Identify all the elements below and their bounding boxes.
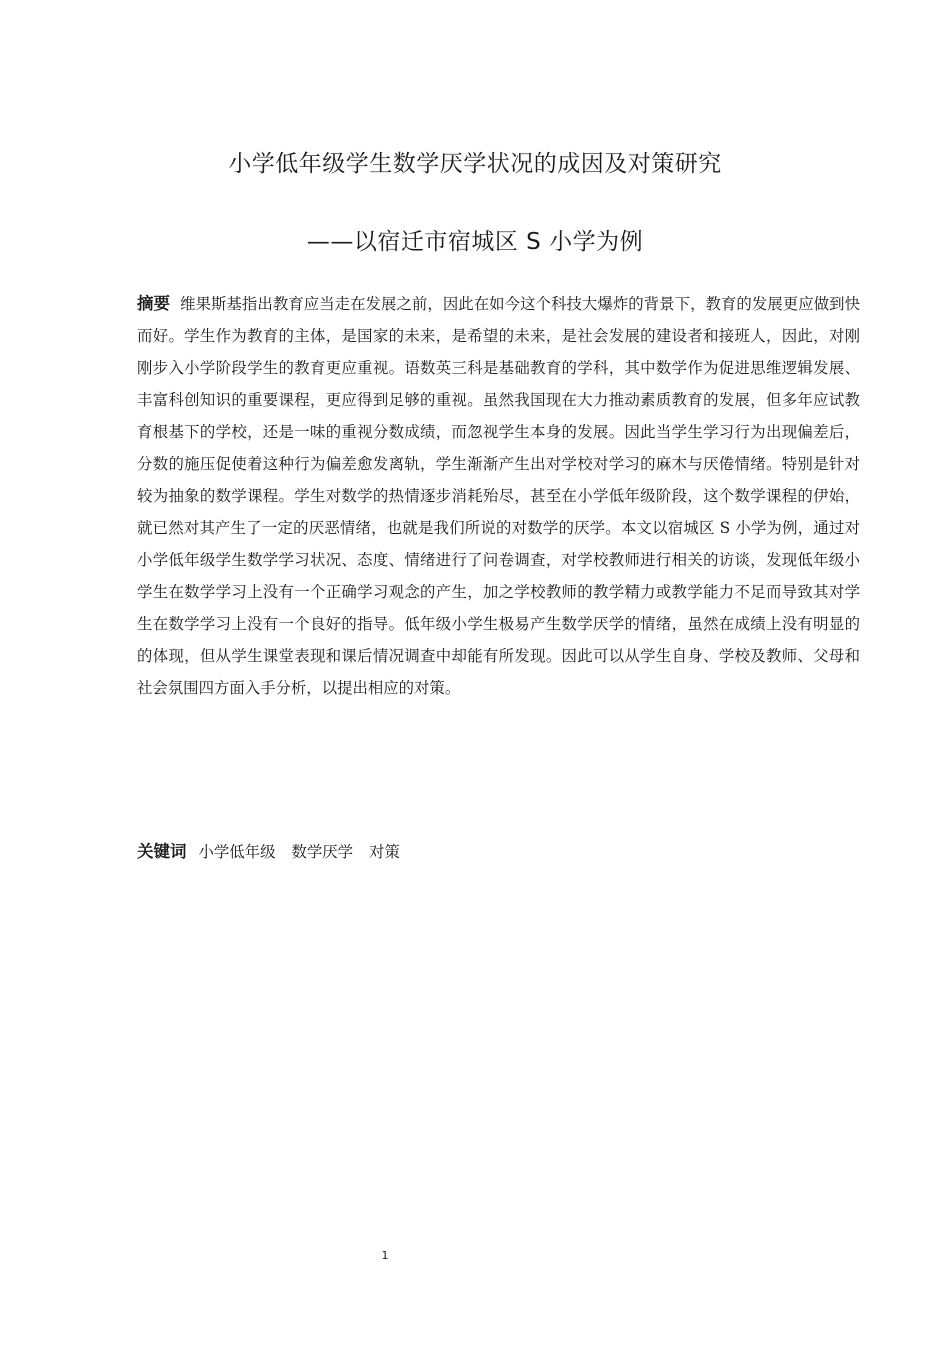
- page-number: 1: [381, 1249, 389, 1262]
- keywords-line: [137, 836, 860, 868]
- abstract-text: 维果斯基指出教育应当走在发展之前，因此在如今这个科技大爆炸的背景下，教育的发展更应做到快而好。学生作为教育的主体，是国家的未来，是希望的未来，是社会发展的建设者和接班人，因此，对刚刚步入小学阶段学生的教育更应重视。语数英三科是基础教育的学科，其中数学作为促进思维逻辑发展、丰富科创知识的重要课程，更应得到足够的重视。虽然我国现在大力推动素质教育的发展，但多年应试教育根基下的学校，还是一味的重视分数成绩，而忽视学生本身的发展。因此当学生学习行为出现偏差后，分数的施压促使着这种行为偏差愈发离轨，学生渐渐产生出对学校对学习的麻木与厌倦情绪。特别是针对较为抽象的数学课程。学生对数学的热情逐步消耗殆尽，甚至在小学低年级阶段，这个数学课程的伊始，就已然对其产生了一定的厌恶情绪，也就是我们所说的对数学的厌学。本文以宿城区 S 小学为例，通过对小学低年级学生数学学习状况、态度、情绪进行了问卷调查，对学校教师进行相关的访谈，发现低年级小学生在数学学习上没有一个正确学习观念的产生，加之学校教师的教学精力或教学能力不足而导致其对学生在数学学习上没有一个良好的指导。低年级小学生极易产生数学厌学的情绪，虽然在成绩上没有明显的的体现，但从学生课堂表现和课后情况调查中却能有所发现。因此可以从学生自身、学校及教师、父母和社会氛围四方面入手分析，以提出相应的对策。: [137, 295, 860, 697]
- abstract-paragraph: [137, 288, 860, 704]
- page-subtitle: ——以宿迁市宿城区 S 小学为例: [306, 229, 644, 255]
- page-title: 小学低年级学生数学厌学状况的成因及对策研究: [228, 151, 722, 177]
- keyword-item: 数学厌学: [291, 843, 354, 861]
- abstract-label: 摘要: [137, 294, 171, 313]
- keyword-item: 小学低年级: [198, 843, 276, 861]
- keywords-label: 关键词: [137, 842, 187, 861]
- keyword-item: 对策: [369, 843, 400, 861]
